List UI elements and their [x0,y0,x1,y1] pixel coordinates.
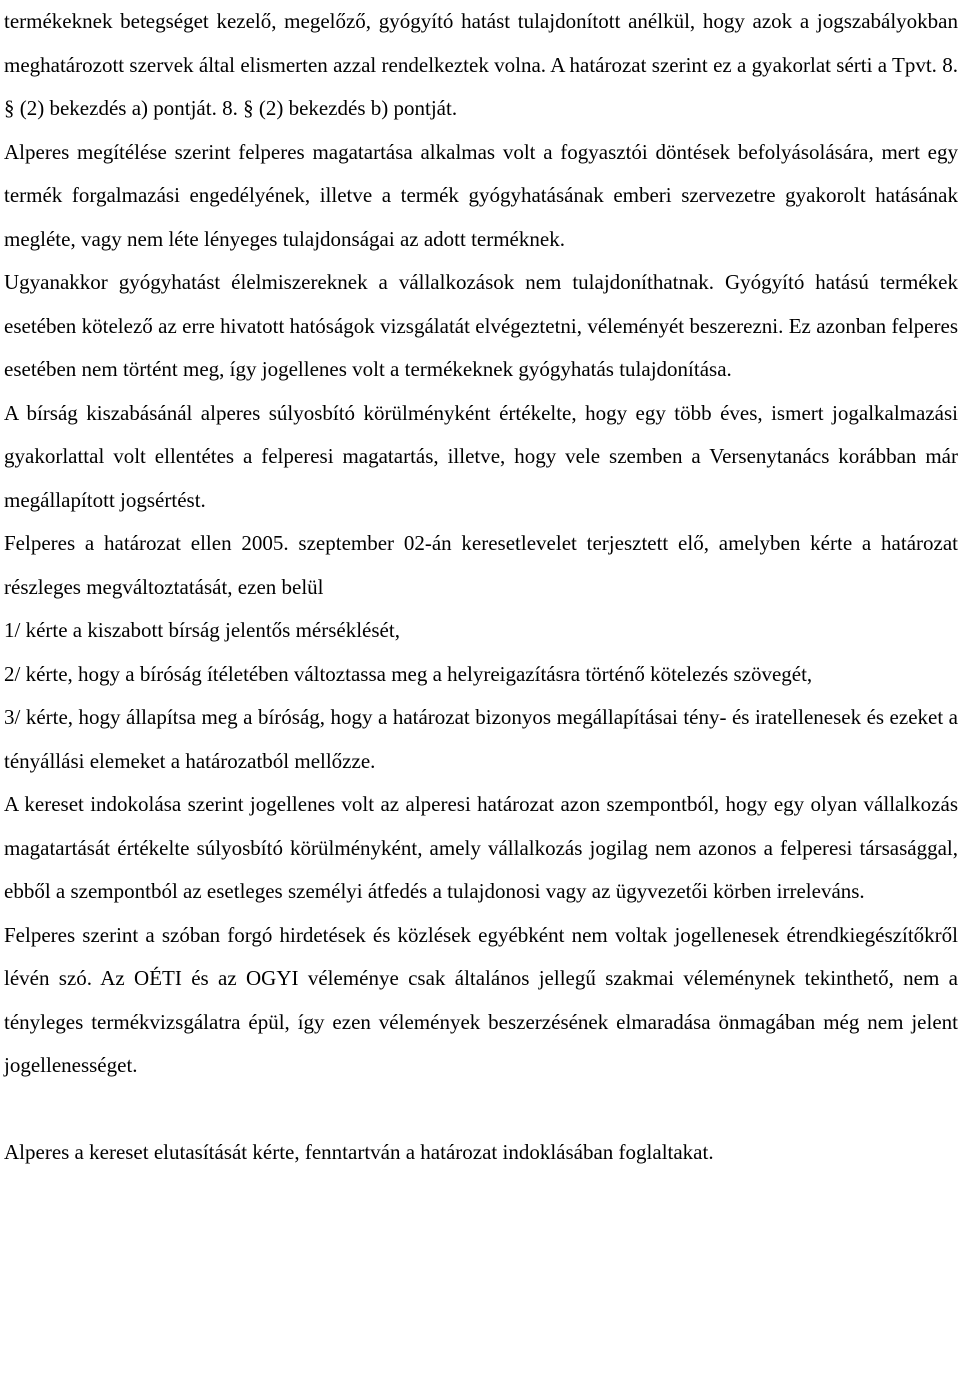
paragraph-8: 3/ kérte, hogy állapítsa meg a bíróság, hogy a határozat bizonyos megállapításai tény- és iratellenesek és ezeket a tényállási elemeket a határozatból mellőzze. [4,705,958,773]
paragraph-1: termékeknek betegséget kezelő, megelőző, gyógyító hatást tulajdonított anélkül, hogy azok a jogszabályokban meghatározott szervek által elismerten azzal rendelkeztek volna. A határozat szerint ez a gyakorlat sérti a Tpvt. 8. § (2) bekezdés a) pontját. 8. § (2) bekezdés b) pontját. [4,9,958,120]
paragraph-11: Alperes a kereset elutasítását kérte, fenntartván a határozat indoklásában foglaltakat. [4,1139,714,1164]
paragraph-10: Felperes szerint a szóban forgó hirdetések és közlések egyébként nem voltak jogellenesek étrendkiegészítőkről lévén szó. Az OÉTI és az OGYI véleménye csak általános jellegű szakmai véleménynek tekinthető, nem a tényleges termékvizsgálatra épül, így ezen vélemények beszerzésének elmaradása önmagában még nem jelent jogellenességet. [4,922,958,1077]
paragraph-7: 2/ kérte, hogy a bíróság ítéletében változtassa meg a helyreigazításra történő kötelezés szövegét, [4,661,813,686]
paragraph-2: Alperes megítélése szerint felperes magatartása alkalmas volt a fogyasztói döntések befolyásolására, mert egy termék forgalmazási engedélyének, illetve a termék gyógyhatásának emberi szervezetre gyakorolt hatásának megléte, vagy nem léte lényeges tulajdonságai az adott terméknek. [4,139,958,251]
paragraph-6: 1/ kérte a kiszabott bírság jelentős mérséklését, [4,618,400,642]
paragraph-4: A bírság kiszabásánál alperes súlyosbító körülményként értékelte, hogy egy több éves, ismert jogalkalmazási gyakorlattal volt ellentétes a felperesi magatartás, illetve, hogy vele szemben a Versenytanács korábban már megállapított jogsértést. [4,400,958,512]
paragraph-5: Felperes a határozat ellen 2005. szeptember 02-án keresetlevelet terjesztett elő, amelyben kérte a határozat részleges megváltoztatását, ezen belül [4,531,958,599]
paragraph-9: A kereset indokolása szerint jogellenes volt az alperesi határozat azon szempontból, hogy egy olyan vállalkozás magatartását értékelte súlyosbító körülményként, amely vállalkozás jogilag nem azonos a felperesi társasággal, ebből a szempontból az esetleges személyi átfedés a tulajdonosi vagy az ügyvezetői körben irreleváns. [4,792,958,903]
paragraph-3: Ugyanakkor gyógyhatást élelmiszereknek a vállalkozások nem tulajdoníthatnak. Gyógyító hatású termékek esetében kötelező az erre hivatott hatóságok vizsgálatát elvégeztetni, véleményét beszerezni. Ez azonban felperes esetében nem történt meg, így jogellenes volt a termékeknek gyógyhatás tulajdonítása. [4,270,958,381]
document-body [4,0,958,1174]
